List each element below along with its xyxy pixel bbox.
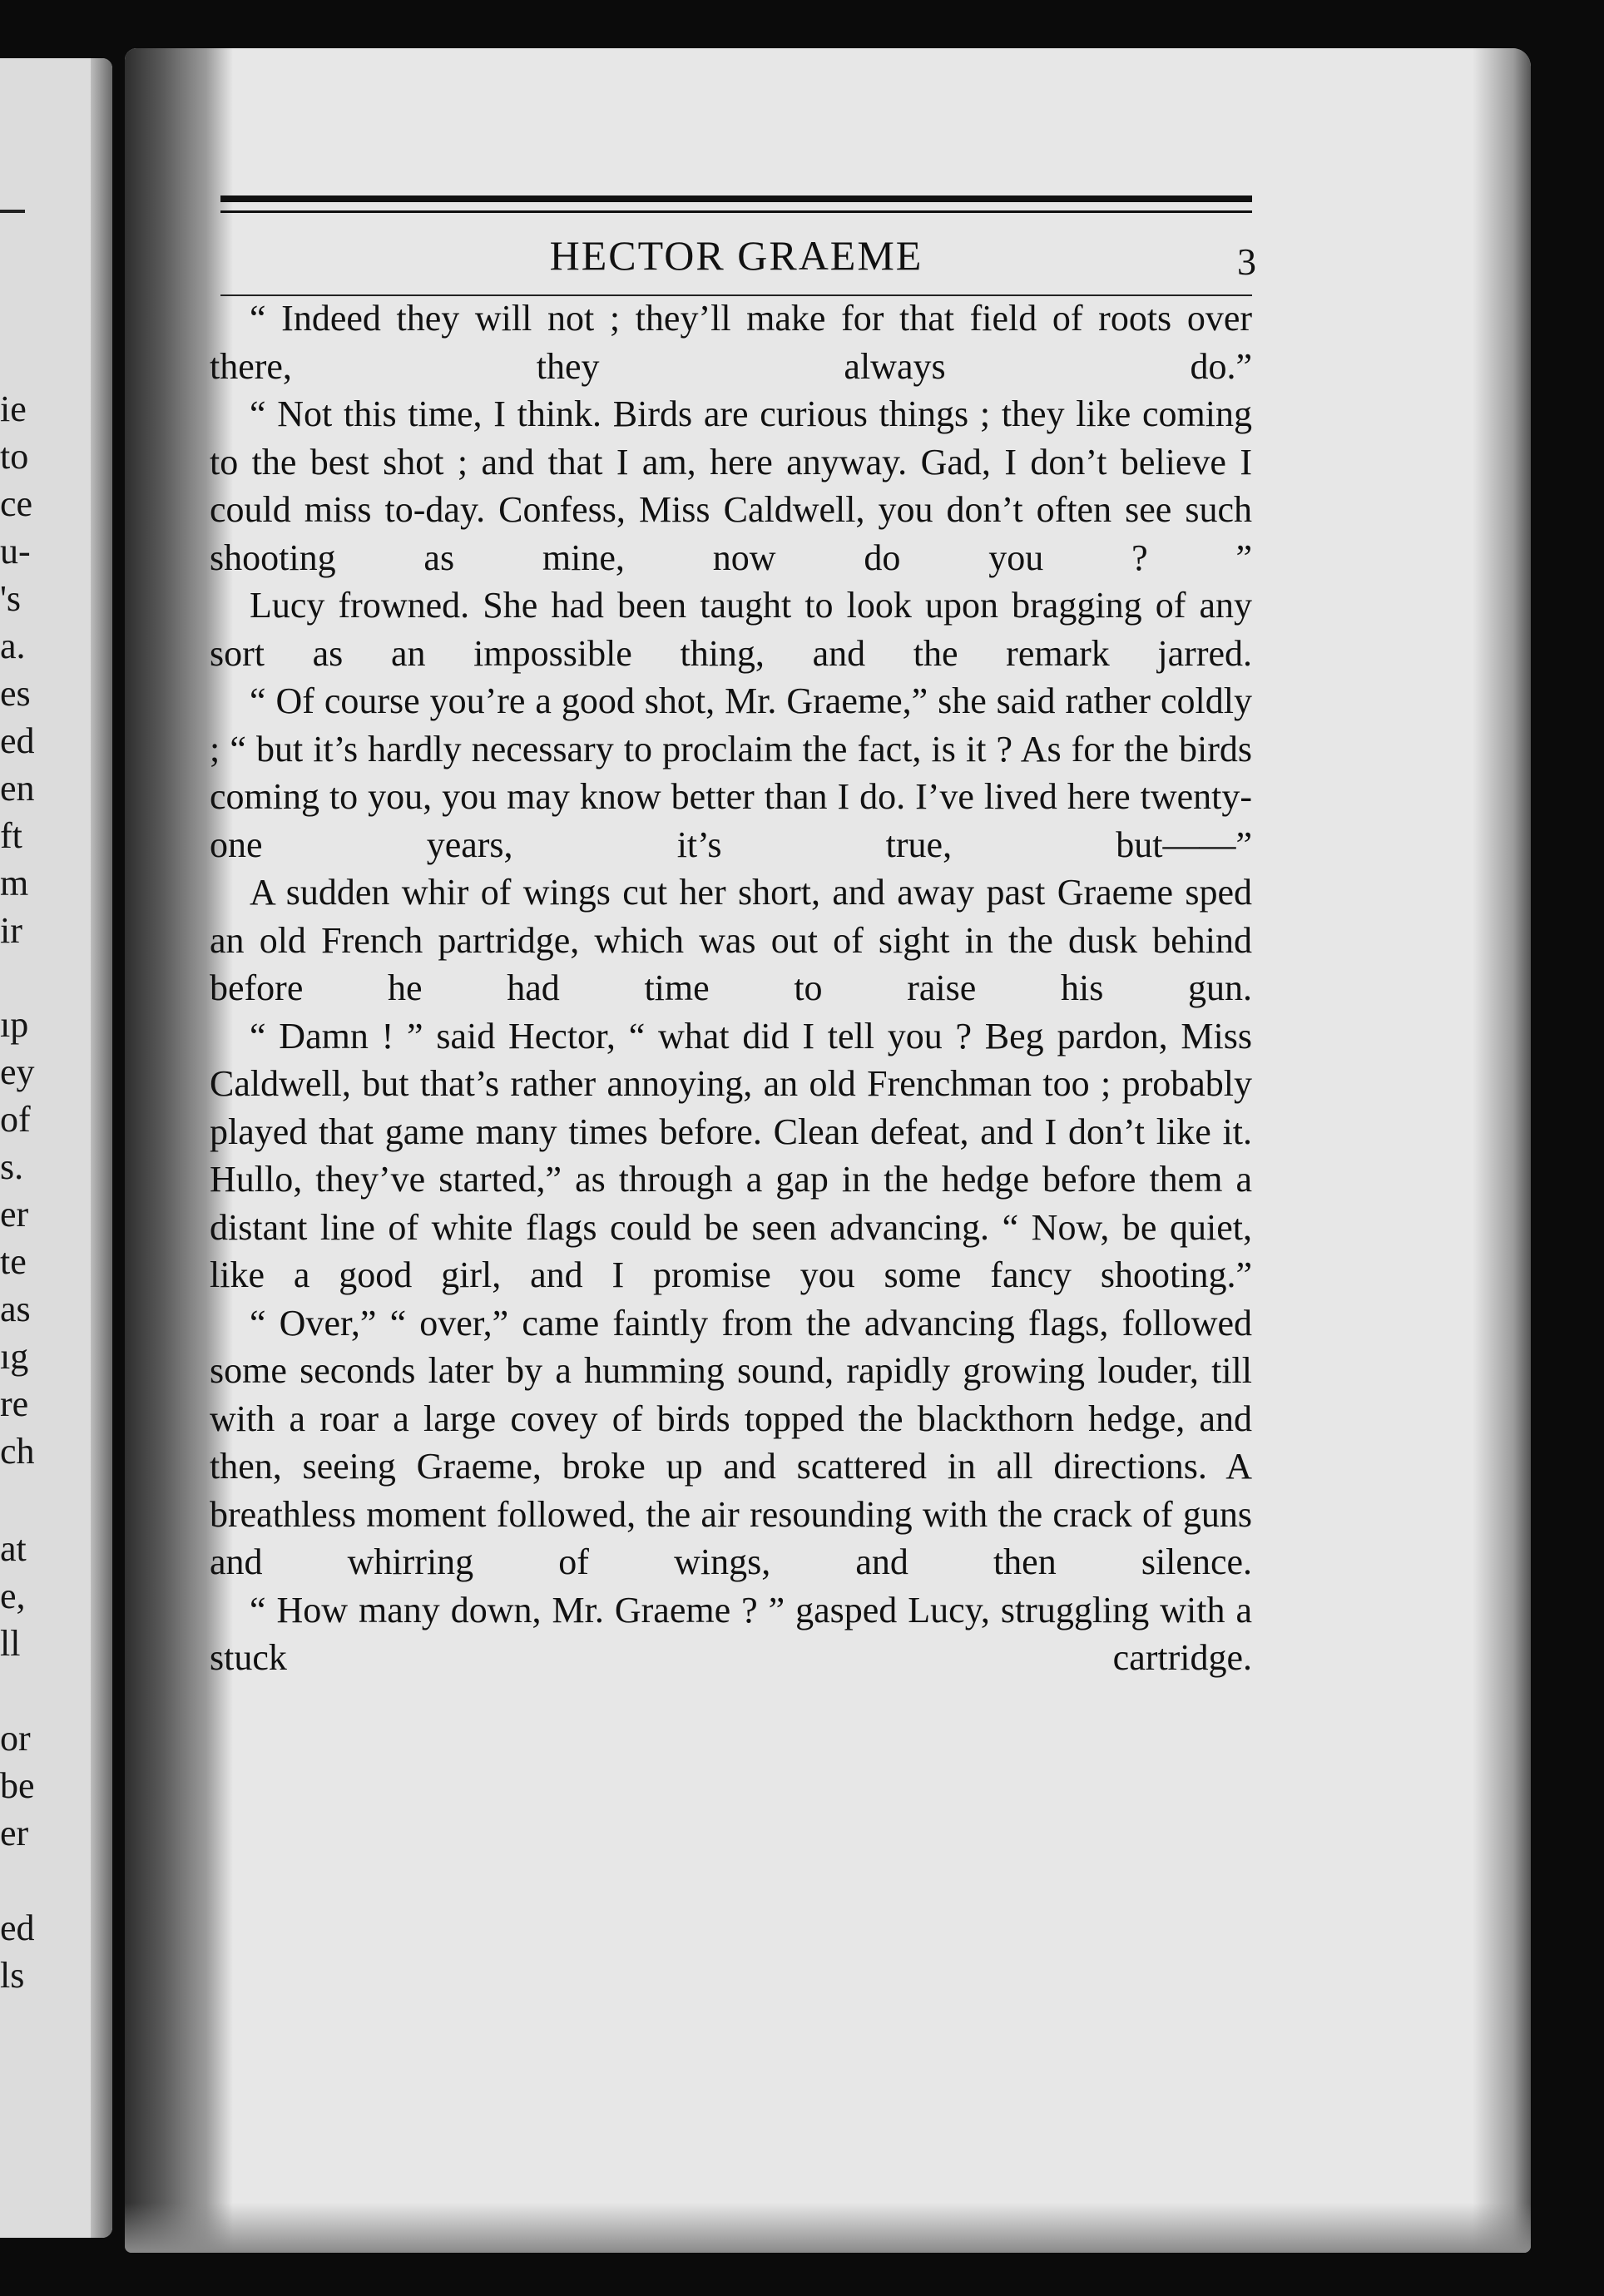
paragraph: “ Indeed they will not ; they’ll make for that field of roots over there, they always do.” bbox=[210, 298, 1252, 387]
facing-page-fragment: ıg bbox=[0, 1336, 29, 1377]
facing-page bbox=[0, 58, 112, 2238]
facing-page-fragment: ft bbox=[0, 815, 22, 856]
paragraph: “ Of course you’re a good shot, Mr. Graeme,” she said rather coldly ; “ but it’s hardly necessary to proclaim the fact, is it ? As for the birds coming to you, you may know better than I do. I’ve lived here twenty-one years, it’s true, but——” bbox=[210, 680, 1252, 865]
facing-page-fragment: er bbox=[0, 1194, 29, 1235]
facing-page-fragment: er bbox=[0, 1813, 29, 1853]
facing-page-fragment: to bbox=[0, 436, 29, 477]
running-head-title: HECTOR GRAEME bbox=[549, 232, 923, 279]
paragraph: “ Damn ! ” said Hector, “ what did I tell you ? Beg pardon, Miss Caldwell, but that’s rather annoying, an old Frenchman too ; probably played that game many times before. Clean defeat, and I don’t like it. Hullo, they’ve started,” as through a gap in the hedge before them a distant line of white flags could be seen advancing. “ Now, be quiet, like a good girl, and I promise you some fancy shooting.” bbox=[210, 1015, 1252, 1295]
facing-page-fragment: s. bbox=[0, 1146, 24, 1187]
facing-page-fragment: ir bbox=[0, 910, 22, 951]
paragraph: “ How many down, Mr. Graeme ? ” gasped Lucy, struggling with a stuck cartridge. bbox=[210, 1589, 1252, 1678]
page-edge-shadow bbox=[1473, 48, 1531, 2253]
page-bottom-shadow bbox=[125, 2203, 1531, 2253]
facing-page-fragment: u- bbox=[0, 531, 31, 572]
facing-page-fragment: ıp bbox=[0, 1004, 29, 1045]
facing-page-rule bbox=[0, 210, 25, 213]
facing-page-fragment: m bbox=[0, 863, 29, 903]
facing-page-fragment: ce bbox=[0, 483, 33, 524]
facing-page-fragment: ed bbox=[0, 1908, 35, 1948]
facing-page-fragment: 's bbox=[0, 578, 22, 619]
facing-page-fragment: at bbox=[0, 1528, 27, 1569]
facing-page-fragment: ls bbox=[0, 1955, 25, 1996]
facing-page-edge bbox=[91, 58, 112, 2238]
facing-page-fragment: as bbox=[0, 1289, 31, 1329]
facing-page-fragment: ie bbox=[0, 388, 27, 429]
facing-page-fragment: te bbox=[0, 1241, 27, 1282]
facing-page-fragment: ll bbox=[0, 1623, 21, 1664]
facing-page-fragment: e, bbox=[0, 1576, 26, 1616]
facing-page-fragment: a. bbox=[0, 626, 26, 666]
body-text bbox=[210, 294, 1252, 1682]
paragraph: A sudden whir of wings cut her short, and away past Graeme sped an old French partridge, which was out of sight in the dusk behind before he had time to raise his gun. bbox=[210, 872, 1252, 1008]
paragraph: “ Over,” “ over,” came faintly from the advancing flags, followed some seconds later by a humming sound, rapidly growing louder, till with a roar a large covey of birds topped the blackthorn hedge, and then, seeing Graeme, broke up and scattered in all directions. A breathless moment followed, the air resounding with the crack of guns and whirring of wings, and then silence. bbox=[210, 1302, 1252, 1582]
facing-page-fragment: be bbox=[0, 1765, 35, 1806]
header-rule-thin bbox=[220, 210, 1252, 213]
page-number: 3 bbox=[1237, 240, 1256, 283]
facing-page-fragment: of bbox=[0, 1099, 31, 1140]
facing-page-fragment: ed bbox=[0, 720, 35, 761]
paragraph: “ Not this time, I think. Birds are curious things ; they like coming to the best shot ; and that I am, here anyway. Gad, I don’t believe I could miss to-day. Confess, Miss Caldwell, you don’t often see such shooting as mine, now do you ? ” bbox=[210, 393, 1252, 578]
facing-page-fragment: ey bbox=[0, 1052, 35, 1092]
book-page bbox=[125, 48, 1531, 2253]
facing-page-fragment: es bbox=[0, 673, 31, 714]
facing-page-fragment: en bbox=[0, 768, 35, 809]
paragraph: Lucy frowned. She had been taught to look upon bragging of any sort as an impossible thing, and the remark jarred. bbox=[210, 585, 1252, 674]
facing-page-fragment: ch bbox=[0, 1431, 35, 1472]
header-rule-thick bbox=[220, 195, 1252, 202]
facing-page-fragment: or bbox=[0, 1718, 31, 1759]
facing-page-fragment: re bbox=[0, 1383, 29, 1424]
